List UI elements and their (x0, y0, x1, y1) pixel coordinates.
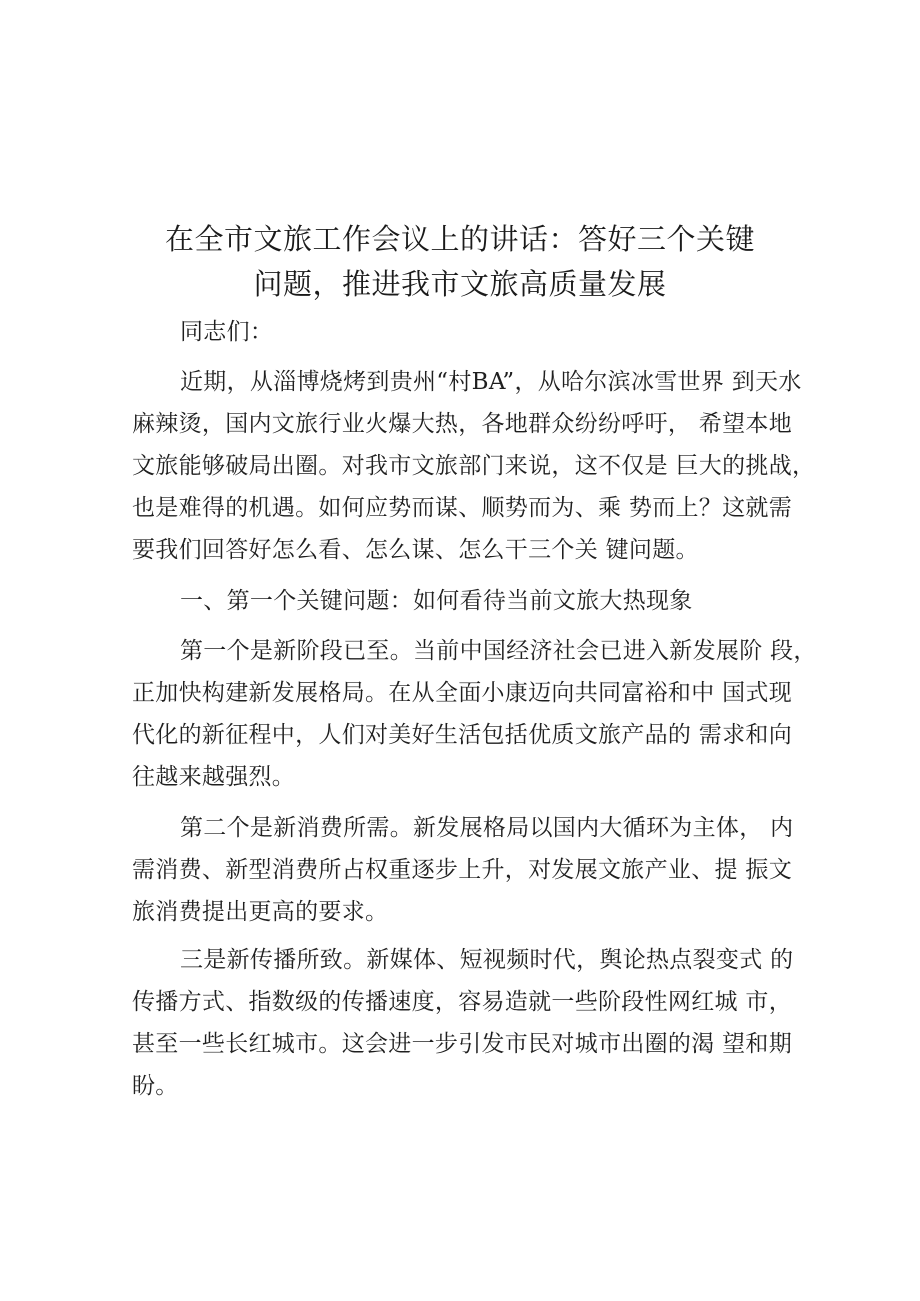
paragraph-line: 要我们回答好怎么看、怎么谋、怎么干三个关 键问题。 (132, 537, 699, 563)
paragraph-line: 甚至一些长红城市。这会进一步引发市民对城市出圈的渴 望和期 (132, 1031, 793, 1057)
paragraph-line: 文旅能够破局出圈。对我市文旅部门来说，这不仅是 巨大的挑战， (132, 453, 816, 479)
section-heading: 一、第一个关键问题：如何看待当前文旅大热现象 (180, 588, 693, 614)
greeting: 同志们： (180, 319, 274, 345)
paragraph-line: 也是难得的机遇。如何应势而谋、顺势而为、乘 势而上？这就需 (132, 495, 793, 521)
paragraph-line: 盼。 (132, 1073, 179, 1099)
paragraph-line: 往越来越强烈。 (132, 764, 296, 790)
paragraph-line: 三是新传播所致。新媒体、短视频时代，舆论热点裂变式 的 (180, 947, 794, 973)
paragraph-line: 需消费、新型消费所占权重逐步上升，对发展文旅产业、提 振文 (132, 857, 793, 883)
paragraph-line: 麻辣烫，国内文旅行业火爆大热，各地群众纷纷呼吁， 希望本地 (132, 411, 793, 437)
document-title-line-2: 问题，推进我市文旅高质量发展 (253, 267, 667, 301)
paragraph-line: 第二个是新消费所需。新发展格局以国内大循环为主体， 内 (180, 815, 794, 841)
paragraph-line: 正加快构建新发展格局。在从全面小康迈向共同富裕和中 国式现 (132, 680, 793, 706)
document-title-line-1: 在全市文旅工作会议上的讲话：答好三个关键 (164, 222, 755, 256)
paragraph-line: 代化的新征程中，人们对美好生活包括优质文旅产品的 需求和向 (132, 722, 793, 748)
paragraph-line: 第一个是新阶段已至。当前中国经济社会已进入新发展阶 段， (180, 638, 817, 664)
paragraph-line: 旅消费提出更高的要求。 (132, 899, 389, 925)
paragraph-line: 传播方式、指数级的传播速度，容易造就一些阶段性网红城 市， (132, 989, 793, 1015)
paragraph-line: 近期，从淄博烧烤到贵州“村BA”，从哈尔滨冰雪世界 到天水 (180, 369, 802, 395)
